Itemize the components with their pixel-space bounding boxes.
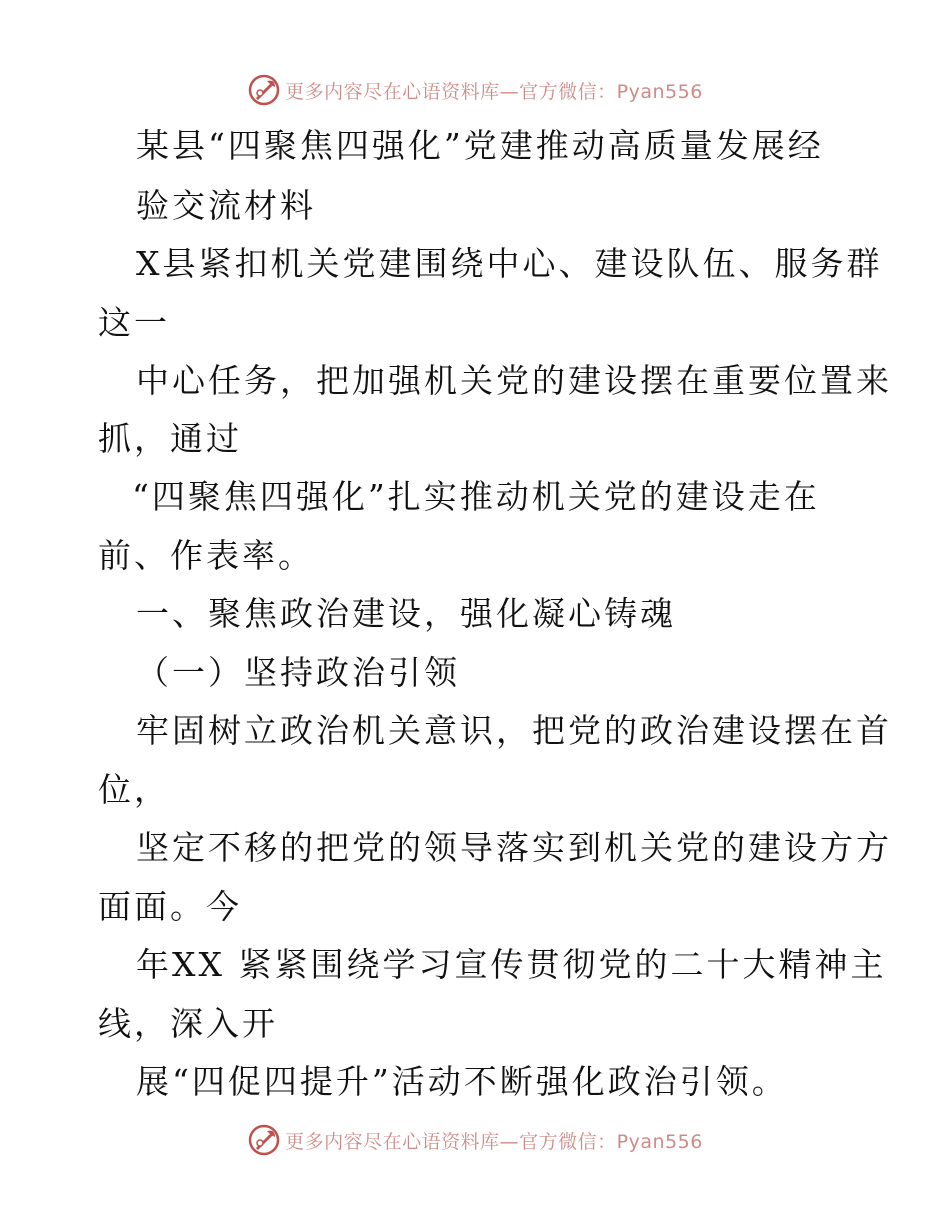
watermark-text: 更多内容尽在心语资料库—官方微信：Pyan556: [285, 80, 703, 103]
paragraph-3-line-2: 前、作表率。: [98, 536, 314, 575]
paragraph-6-line-1: 年XX 紧紧围绕学习宣传贯彻党的二十大精神主: [136, 945, 887, 984]
section-1-heading: 一、聚焦政治建设，强化凝心铸魂: [136, 594, 676, 633]
paragraph-4-line-2: 位，: [98, 770, 170, 809]
paragraph-7-line-1: 展“四促四提升”活动不断强化政治引领。: [136, 1062, 788, 1101]
header-watermark: [0, 70, 950, 110]
document-title-line-2: 验交流材料: [136, 186, 316, 225]
paragraph-6-line-2: 线，深入开: [98, 1004, 278, 1043]
paragraph-5-line-2: 面面。今: [98, 887, 242, 926]
subsection-1-heading: （一）坚持政治引领: [136, 653, 460, 692]
paragraph-5-line-1: 坚定不移的把党的领导落实到机关党的建设方方: [136, 828, 892, 867]
paragraph-1-line-1: X县紧扣机关党建围绕中心、建设队伍、服务群: [136, 244, 883, 283]
quill-logo-icon: [247, 1123, 281, 1157]
quill-logo-icon: [247, 73, 281, 107]
paragraph-1-line-2: 这一: [98, 303, 170, 342]
paragraph-3-line-1: “四聚焦四强化”扎实推动机关党的建设走在: [132, 477, 820, 516]
watermark-text: 更多内容尽在心语资料库—官方微信：Pyan556: [285, 1130, 703, 1153]
paragraph-2-line-1: 中心任务，把加强机关党的建设摆在重要位置来: [136, 361, 892, 400]
paragraph-4-line-1: 牢固树立政治机关意识，把党的政治建设摆在首: [136, 711, 892, 750]
paragraph-2-line-2: 抓，通过: [98, 419, 242, 458]
footer-watermark: [0, 1120, 950, 1160]
document-title-line-1: 某县“四聚焦四强化”党建推动高质量发展经: [136, 126, 824, 165]
